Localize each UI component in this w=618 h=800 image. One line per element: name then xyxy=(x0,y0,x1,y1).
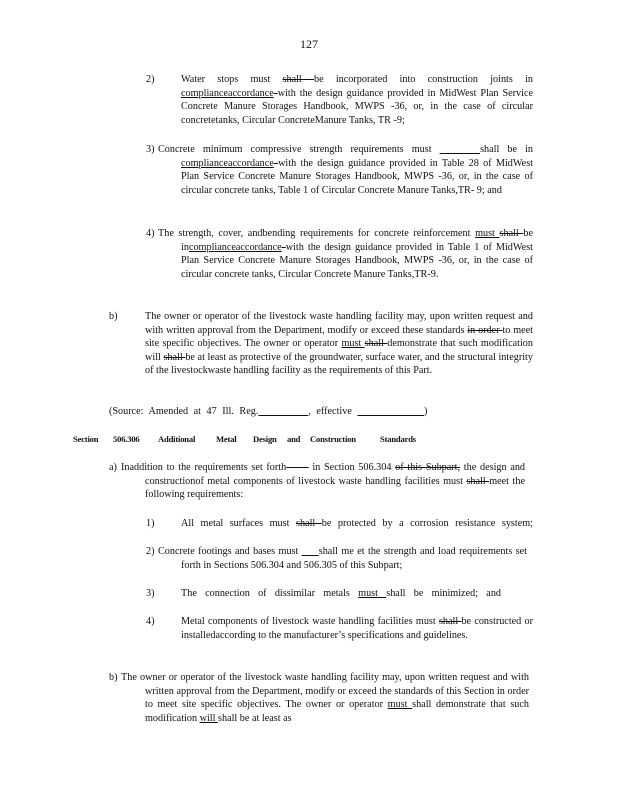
item-text: Concrete footings and bases must shall me et the strength and load requirements set forth in Sections 506.304 and 506.305 of this Subpart; xyxy=(158,546,527,571)
section-title-word: and xyxy=(287,434,301,444)
item-label: 3) xyxy=(146,588,155,599)
item-text: All metal surfaces must shall be protected by a corrosion resistance system; xyxy=(181,518,533,529)
paragraph-text: Inaddition to the requirements set forth in Section 506.304 of this Subpart, the design and constructionof metal components of livestock waste handling facilities must shall meet the following requirements: xyxy=(121,462,526,501)
section-number: 506.306 xyxy=(113,434,140,444)
item-text: The connection of dissimilar metals must shall be minimized; and xyxy=(181,588,502,599)
item-label: 2) xyxy=(146,546,155,557)
item-label: 4) xyxy=(146,616,155,627)
section-title-word: Design xyxy=(253,434,277,444)
paragraph-text: The owner or operator of the livestock waste handling facility may, upon written request and with written approval from the Department, modify or exceed these standards in order to meet site specific objectives. The owner or operator must shall demonstrate that such modification will shall be at least as protective of the groundwater, surface water, and the structural integrity of the livestockwaste handling facility as the requirements of this Part. xyxy=(145,311,533,377)
paragraph-label: b) xyxy=(109,311,118,322)
item-text: The strength, cover, andbending requirements for concrete reinforcement must shall be incomplianceaccordance with the design guidance provided in Table 1 of MidWest Plan Service Concrete Manure Storages Handbook, MWPS -36, or, in the case of circular concrete tanks, Circular Concrete Manure Tanks,TR-9. xyxy=(158,228,533,280)
paragraph-label: b) xyxy=(109,672,118,683)
item-label: 3) xyxy=(146,144,155,155)
section-title-word: Additional xyxy=(158,434,196,444)
item-label: 2) xyxy=(146,74,155,85)
section-title-word: Standards xyxy=(380,434,416,444)
paragraph-text: The owner or operator of the livestock waste handling facility may, upon written request and with written approval from the Department, modify or exceed the standards of this Section in order to meet site specific objectives. The owner or operator must shall demonstrate that such modification will shall be at least as xyxy=(121,672,529,724)
section-title-word: Metal xyxy=(216,434,237,444)
item-label: 4) xyxy=(146,228,155,239)
item-text: Water stops must shall be incorporated into construction joints in complianceaccordance with the design guidance provided in MidWest Plan Service Concrete Manure Storages Handbook, MWPS -36, or, in the case of circular concretetanks, Circular ConcreteManure Tanks, TR -9; xyxy=(181,74,533,126)
item-label: 1) xyxy=(146,518,155,529)
section-title-word: Construction xyxy=(310,434,356,444)
item-text: Concrete minimum compressive strength requirements must shall be in complianceaccordance with the design guidance provided in Table 28 of MidWest Plan Service Concrete Manure Storages Handbook, MWPS -36, or, in the case of circular concrete tanks, Table 1 of Circular Concrete Manure Tanks,TR- 9; and xyxy=(158,144,534,196)
source-note: (Source: Amended at 47 Ill. Reg. , effective ) xyxy=(109,406,428,417)
section-word: Section xyxy=(73,434,99,444)
item-text: Metal components of livestock waste handling facilities must shall be constructed or installedaccording to the manufacturer’s specifications and guidelines. xyxy=(181,616,534,641)
paragraph-label: a) xyxy=(109,462,117,473)
page-number: 127 xyxy=(300,37,318,51)
